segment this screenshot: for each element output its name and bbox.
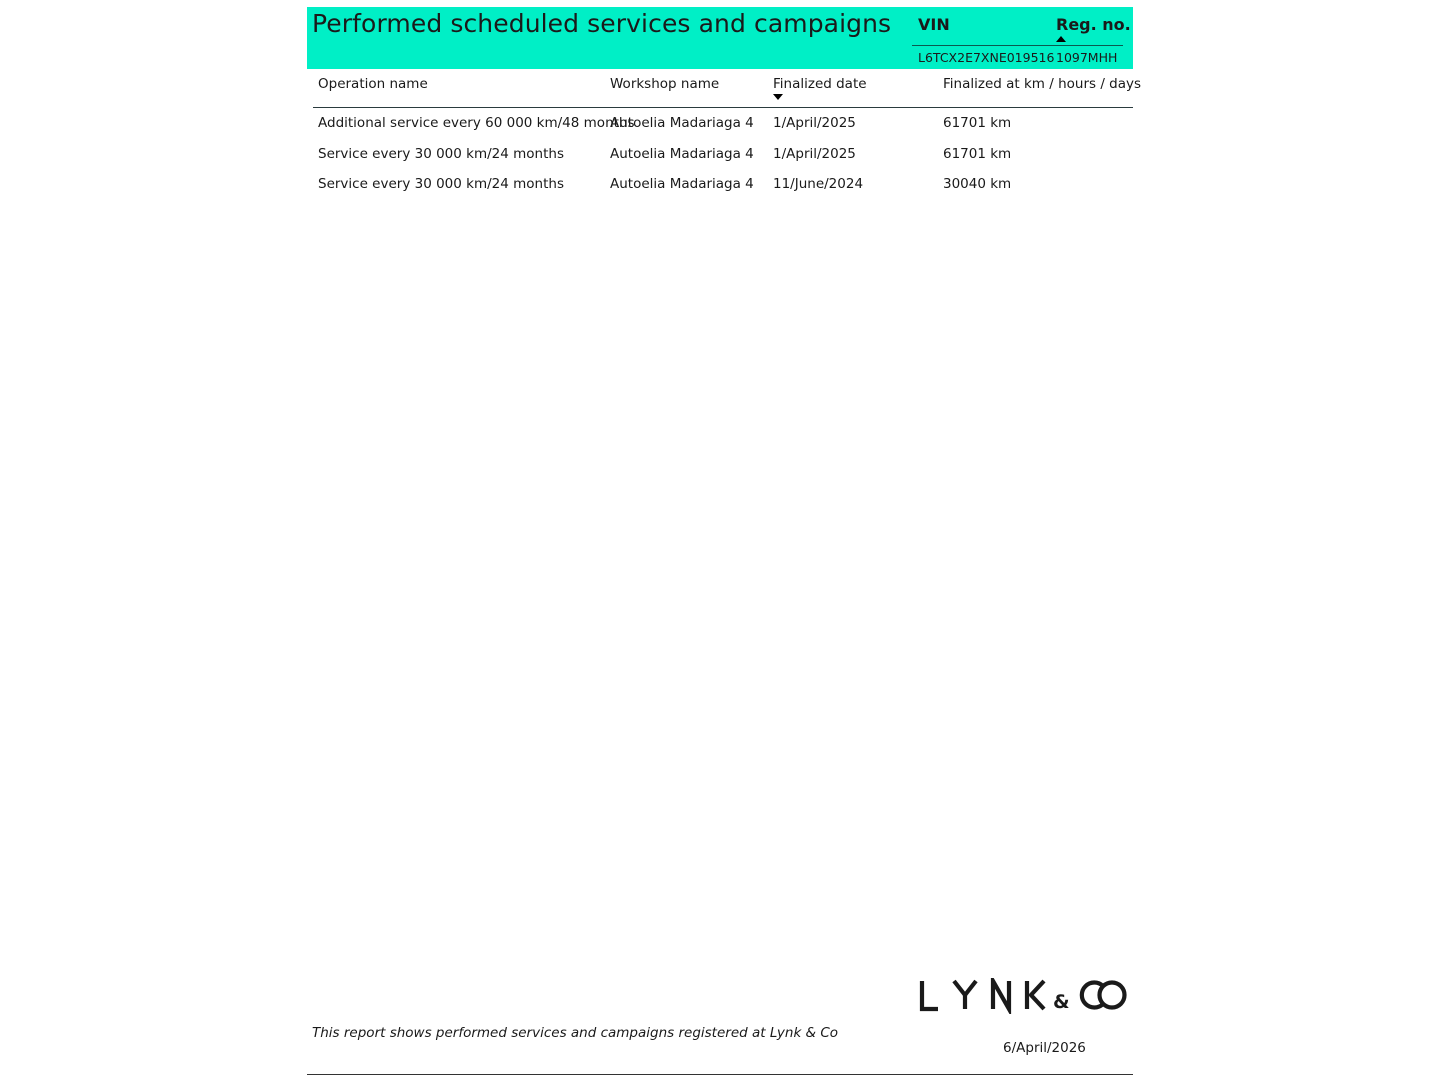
workshop-name-cell: Autoelia Madariaga 4	[610, 115, 754, 131]
column-header-operation-name[interactable]: Operation name	[318, 76, 428, 92]
svg-text:&: &	[1053, 991, 1070, 1013]
footer-divider	[307, 1074, 1133, 1075]
column-header-finalized-at[interactable]: Finalized at km / hours / days	[943, 76, 1142, 92]
finalized-km-cell: 61701 km	[943, 145, 1012, 162]
header-divider	[912, 45, 1123, 46]
sort-descending-icon	[773, 94, 783, 100]
sort-ascending-icon	[1056, 36, 1066, 42]
table-header-divider	[313, 107, 1133, 108]
operation-name-cell: Service every 30 000 km/24 months	[318, 145, 564, 162]
report-footer-note: This report shows performed services and campaigns registered at Lynk & Co	[312, 1025, 839, 1041]
services-table-body	[0, 115, 1440, 207]
table-row	[0, 146, 1440, 177]
page-title: Performed scheduled services and campaigns	[312, 9, 892, 38]
finalized-km-cell: 61701 km	[943, 115, 1012, 131]
operation-name-cell: Additional service every 60 000 km/48 months	[318, 115, 635, 131]
column-header-workshop-name[interactable]: Workshop name	[610, 76, 720, 92]
vin-column-header[interactable]: VIN	[918, 15, 950, 34]
vin-value: L6TCX2E7XNE019516	[918, 50, 1055, 65]
finalized-km-cell: 30040 km	[943, 176, 1012, 192]
finalized-date-cell: 11/June/2024	[773, 176, 864, 192]
finalized-date-cell: 1/April/2025	[773, 115, 856, 131]
reg-no-value: 1097MHH	[1056, 50, 1118, 65]
report-header	[307, 7, 1133, 69]
column-header-finalized-date[interactable]: Finalized date	[773, 76, 867, 92]
workshop-name-cell: Autoelia Madariaga 4	[610, 145, 754, 162]
report-date: 6/April/2026	[1003, 1040, 1086, 1056]
table-row	[0, 176, 1440, 207]
reg-no-column-header[interactable]: Reg. no.	[1056, 15, 1131, 34]
workshop-name-cell: Autoelia Madariaga 4	[610, 176, 754, 192]
finalized-date-cell: 1/April/2025	[773, 145, 856, 162]
table-row	[0, 115, 1440, 146]
operation-name-cell: Service every 30 000 km/24 months	[318, 176, 564, 192]
lynk-co-logo	[918, 978, 1130, 1014]
